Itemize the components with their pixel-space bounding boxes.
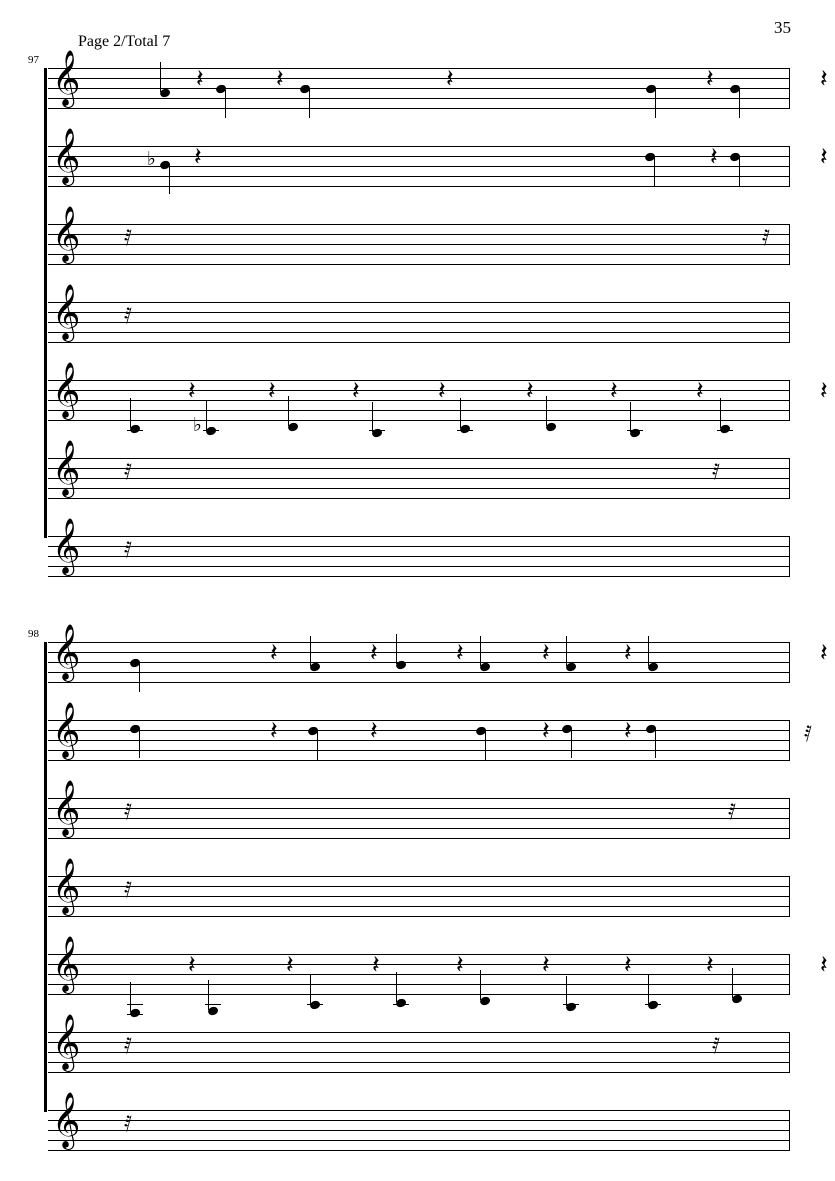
quarter-rest: 𝄽 — [820, 64, 828, 93]
note-stem — [130, 982, 131, 1012]
quarter-rest: 𝄽 — [624, 638, 632, 667]
staff-line — [48, 886, 790, 887]
staff-line — [48, 720, 790, 721]
staff-system1-6 — [48, 440, 790, 498]
staff-system2-6 — [48, 1014, 790, 1072]
staff-line — [48, 730, 790, 731]
sixteenth-rest: 𝅀 — [728, 800, 737, 825]
barline — [789, 224, 791, 265]
staff-line — [48, 244, 790, 245]
staff-line — [48, 740, 790, 741]
note-stem — [648, 974, 649, 1004]
staff-line — [48, 176, 790, 177]
note-stem — [396, 634, 397, 664]
note-stem — [739, 88, 740, 118]
staff-line — [48, 838, 790, 839]
quarter-rest: 𝄽 — [196, 64, 204, 93]
staff-line — [48, 458, 790, 459]
staff-line — [48, 98, 790, 99]
staff-system1-3 — [48, 206, 790, 264]
treble-clef-icon: 𝄞 — [52, 440, 81, 496]
quarter-rest: 𝄽 — [542, 950, 550, 979]
staff-line — [48, 1072, 790, 1073]
staff-line — [48, 896, 790, 897]
note-stem — [739, 156, 740, 186]
staff-line — [48, 332, 790, 333]
note-stem — [396, 972, 397, 1002]
ledger-line — [127, 430, 143, 431]
staff-line — [48, 1120, 790, 1121]
staff-line — [48, 1062, 790, 1063]
staff-line — [48, 498, 790, 499]
note-stem — [480, 636, 481, 666]
ledger-line — [369, 430, 385, 431]
staff-line — [48, 876, 790, 877]
note-stem — [208, 980, 209, 1010]
quarter-rest: 𝄽 — [624, 716, 632, 745]
staff-system2-3 — [48, 780, 790, 838]
note-stem — [485, 730, 486, 760]
flat-accidental: ♭ — [147, 148, 156, 170]
staff-line — [48, 682, 790, 683]
note-stem — [288, 396, 289, 426]
staff-line — [48, 750, 790, 751]
staff-system1-2 — [48, 128, 828, 186]
note-stem — [225, 88, 226, 118]
staff-line — [48, 642, 790, 643]
staff-line — [48, 302, 790, 303]
staff-line — [48, 1032, 790, 1033]
note-stem — [571, 728, 572, 758]
quarter-rest: 𝄽 — [194, 142, 202, 171]
staff-line — [48, 916, 790, 917]
page-number: 35 — [774, 18, 791, 37]
treble-clef-icon: 𝄞 — [52, 518, 81, 574]
staff-line — [48, 322, 790, 323]
quarter-rest: 𝄽 — [706, 950, 714, 979]
flat-accidental: ♭ — [193, 414, 202, 436]
treble-clef-icon: 𝄞 — [52, 858, 81, 914]
ledger-line — [393, 1004, 409, 1005]
quarter-rest: 𝄽 — [820, 638, 828, 667]
staff-line — [48, 380, 790, 381]
treble-clef-icon: 𝄞 — [52, 284, 81, 340]
ledger-line — [127, 1014, 143, 1015]
treble-clef-icon: 𝄞 — [52, 702, 81, 758]
staff-line — [48, 156, 790, 157]
staff-line — [48, 994, 790, 995]
note-stem — [169, 164, 170, 194]
staff-line — [48, 1052, 790, 1053]
ledger-line — [127, 1004, 143, 1005]
barline — [789, 1032, 791, 1073]
quarter-rest: 𝄽 — [352, 376, 360, 405]
staff-line — [48, 390, 790, 391]
staff-system2-4 — [48, 858, 790, 916]
barline — [789, 380, 791, 421]
staff-line — [48, 652, 790, 653]
staff-system1-5 — [48, 362, 828, 436]
treble-clef-icon: 𝄞 — [52, 128, 81, 184]
barline — [789, 1110, 791, 1151]
quarter-rest: 𝄽 — [706, 64, 714, 93]
staff-line — [48, 760, 790, 761]
note-stem — [648, 636, 649, 666]
quarter-rest: 𝄽 — [268, 376, 276, 405]
ledger-line — [627, 430, 643, 431]
staff-line — [48, 1130, 790, 1131]
staff-line — [48, 254, 790, 255]
note-stem — [206, 400, 207, 430]
sixteenth-rest: 𝅀 — [124, 538, 133, 563]
quarter-rest: 𝄽 — [542, 716, 550, 745]
staff-line — [48, 818, 790, 819]
staff-line — [48, 488, 790, 489]
measure-number-97: 97 — [28, 54, 39, 66]
staff-line — [48, 798, 790, 799]
sixteenth-rest: 𝅀 — [124, 460, 133, 485]
staff-line — [48, 536, 790, 537]
staff-line — [48, 264, 790, 265]
staff-line — [48, 468, 790, 469]
treble-clef-icon: 𝄞 — [52, 206, 81, 262]
ledger-line — [205, 1004, 221, 1005]
staff-line — [48, 828, 790, 829]
note-stem — [139, 662, 140, 692]
quarter-rest: 𝄽 — [456, 950, 464, 979]
page-header-text: Page 2/Total 7 — [78, 33, 171, 50]
note-stem — [310, 974, 311, 1004]
staff-line — [48, 234, 790, 235]
treble-clef-icon: 𝄞 — [52, 624, 81, 680]
note-stem — [546, 396, 547, 426]
staff-line — [48, 1150, 790, 1151]
note-stem — [139, 728, 140, 758]
quarter-rest: 𝄽 — [696, 376, 704, 405]
note-stem — [372, 402, 373, 432]
staff-line — [48, 410, 790, 411]
quarter-rest: 𝄽 — [710, 142, 718, 171]
barline — [789, 798, 791, 839]
barline — [789, 876, 791, 917]
barline — [789, 458, 791, 499]
note-stem — [655, 728, 656, 758]
ledger-line — [203, 430, 219, 431]
staff-line — [48, 974, 790, 975]
sixteenth-rest: 𝅀 — [124, 800, 133, 825]
quarter-rest: 𝄽 — [276, 64, 284, 93]
treble-clef-icon: 𝄞 — [52, 936, 81, 992]
note-stem — [655, 88, 656, 118]
quarter-rest: 𝄽 — [372, 950, 380, 979]
staff-line — [48, 1042, 790, 1043]
treble-clef-icon: 𝄞 — [52, 362, 81, 418]
staff-line — [48, 224, 790, 225]
staff-system1-1 — [48, 50, 828, 108]
note-stem — [566, 976, 567, 1006]
quarter-rest: 𝄽 — [820, 142, 828, 171]
sixteenth-rest: 𝅀 — [712, 460, 721, 485]
staff-line — [48, 146, 790, 147]
note-stem — [310, 636, 311, 666]
quarter-rest: 𝄽 — [624, 950, 632, 979]
note-stem — [566, 636, 567, 666]
sixteenth-rest: 𝅀 — [124, 1112, 133, 1137]
staff-line — [48, 108, 790, 109]
note-stem — [460, 398, 461, 428]
quarter-rest: 𝄽 — [286, 950, 294, 979]
staff-line — [48, 342, 790, 343]
note-stem — [130, 398, 131, 428]
staff-system1-4 — [48, 284, 790, 342]
sixteenth-rest: 𝅀 — [762, 226, 771, 251]
barline — [789, 720, 791, 761]
quarter-rest: 𝄽 — [270, 716, 278, 745]
ledger-line — [457, 430, 473, 431]
staff-line — [48, 1140, 790, 1141]
barline — [789, 642, 791, 683]
sixteenth-rest: 𝅀 — [124, 878, 133, 903]
barline — [789, 68, 791, 109]
sixteenth-rest: 𝅀 — [804, 722, 813, 747]
barline — [789, 536, 791, 577]
quarter-rest: 𝄽 — [820, 950, 828, 979]
quarter-rest: 𝄽 — [610, 376, 618, 405]
barline — [789, 146, 791, 187]
note-stem — [720, 398, 721, 428]
quarter-rest: 𝄽 — [370, 716, 378, 745]
sixteenth-rest: 𝅀 — [712, 1034, 721, 1059]
system-bracket-2 — [44, 642, 47, 1112]
staff-line — [48, 662, 790, 663]
staff-system2-7 — [48, 1092, 790, 1150]
treble-clef-icon: 𝄞 — [52, 780, 81, 836]
quarter-rest: 𝄽 — [188, 376, 196, 405]
staff-line — [48, 964, 790, 965]
staff-line — [48, 312, 790, 313]
staff-line — [48, 808, 790, 809]
note-stem — [309, 88, 310, 118]
quarter-rest: 𝄽 — [270, 638, 278, 667]
quarter-rest: 𝄽 — [456, 638, 464, 667]
measure-number-98: 98 — [28, 628, 39, 640]
staff-line — [48, 672, 790, 673]
note-stem — [654, 156, 655, 186]
staff-system2-1 — [48, 624, 828, 682]
staff-line — [48, 1110, 790, 1111]
note-stem — [630, 402, 631, 432]
staff-line — [48, 478, 790, 479]
staff-line — [48, 906, 790, 907]
sixteenth-rest: 𝅀 — [124, 226, 133, 251]
sixteenth-rest: 𝅀 — [124, 304, 133, 329]
ledger-line — [563, 1004, 579, 1005]
staff-line — [48, 546, 790, 547]
treble-clef-icon: 𝄞 — [52, 50, 81, 106]
staff-line — [48, 566, 790, 567]
note-stem — [480, 970, 481, 1000]
staff-system2-5 — [48, 936, 828, 994]
quarter-rest: 𝄽 — [188, 950, 196, 979]
staff-line — [48, 420, 790, 421]
staff-line — [48, 556, 790, 557]
ledger-line — [717, 430, 733, 431]
quarter-rest: 𝄽 — [542, 638, 550, 667]
sixteenth-rest: 𝅀 — [124, 1034, 133, 1059]
staff-system1-7 — [48, 518, 790, 576]
treble-clef-icon: 𝄞 — [52, 1014, 81, 1070]
ledger-line — [307, 1004, 323, 1005]
quarter-rest: 𝄽 — [820, 376, 828, 405]
barline — [789, 302, 791, 343]
staff-line — [48, 186, 790, 187]
quarter-rest: 𝄽 — [370, 638, 378, 667]
staff-system2-2 — [48, 702, 813, 760]
staff-line — [48, 576, 790, 577]
staff-line — [48, 954, 790, 955]
ledger-line — [645, 1004, 661, 1005]
note-stem — [317, 730, 318, 760]
treble-clef-icon: 𝄞 — [52, 1092, 81, 1148]
quarter-rest: 𝄽 — [438, 376, 446, 405]
staff-line — [48, 984, 790, 985]
quarter-rest: 𝄽 — [446, 64, 454, 93]
note-stem — [160, 62, 161, 92]
note-stem — [732, 968, 733, 998]
quarter-rest: 𝄽 — [526, 376, 534, 405]
staff-line — [48, 400, 790, 401]
barline — [789, 954, 791, 995]
